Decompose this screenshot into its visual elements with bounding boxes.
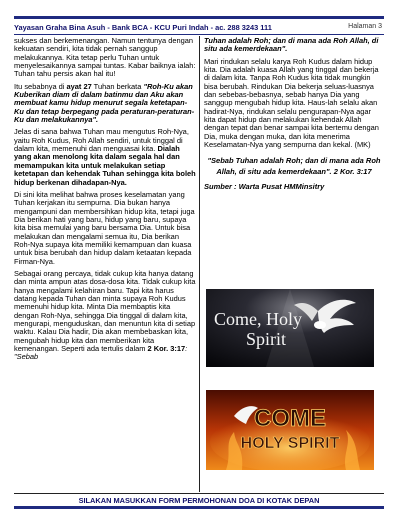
scripture-continuation: Tuhan adalah Roh; dan di mana ada Roh Allah, di situ ada kemerdekaan". [204,36,379,54]
header-top-rule [14,16,384,19]
image-caption: HOLY SPIRIT [240,435,340,452]
right-column [204,37,384,192]
footer-rule [14,493,384,494]
paragraph: Itu sebabnya di ayat 27 Tuhan berkata "Roh-Ku akan Kuberikan diam di dalam batinmu dan Aku akan membuat kamu hidup menurut segala ketetapan-Ku dan tetap berpegang pada peraturan-peraturan-Ku dan melakukannya". [14,81,195,125]
bible-reference: ayat 27 [66,81,92,91]
footer-bar [14,506,384,509]
column-divider [199,36,200,492]
source-credit: Sumber : Warta Pusat HMMinsitry [204,182,325,192]
scripture-quote: "Roh-Ku akan Kuberikan diam di dalam batinmu dan Aku akan membuat kamu hidup menurut segala ketetapan-Ku dan tetap berpegang pada peraturan-peraturan-Ku dan melakukannya". [14,81,195,125]
page-header [14,21,384,33]
image-caption: COME [254,405,326,432]
page-number: Halaman 3 [348,23,382,30]
paragraph: Di sini kita melihat bahwa proses keselamatan yang Tuhan kerjakan itu sempurna. Dia bukan hanya mengampuni dan membersihkan hidup kita, tetapi juga Dia berikan hati yang baru, hidup yang baru, supaya kita bisa memulai yang baru bersama Dia. Untuk bisa melakukan dan mengalami semua itu, Dia berikan Roh-Nya supaya kita memiliki kemampuan dan kuasa untuk bisa berubah dan hidup dalam ketaatan kepada Firman-Nya. [14,189,195,266]
dove-illustration [206,289,374,367]
header-organization: Yayasan Graha Bina Asuh - Bank BCA - KCU Puri Indah - ac. 288 3243 111 [14,23,272,32]
paragraph: Jelas di sana bahwa Tuhan mau mengutus Roh-Nya, yaitu Roh Kudus, Roh Allah sendiri, untuk tinggal di dalam kita, memenuhi dan menguasai kita. Dialah yang akan menolong kita dalam segala hal dan memampukan kita untuk melakukan setiap ketetapan dan kehendak Tuhan sehingga kita boleh hidup berkenan dihadapan-Nya. [14,127,196,187]
emphasis-text: Dialah yang akan menolong kita dalam segala hal dan memampukan kita untuk melakukan setiap ketetapan dan kehendak Tuhan sehingga kita boleh hidup berkenan dihadapan-Nya. [14,144,196,187]
bible-reference: 2 Kor. 3:17 [147,344,186,354]
header-bottom-rule [14,34,384,35]
come-holy-spirit-dove-image [206,289,374,367]
image-caption: Spirit [246,329,287,349]
fire-dove-illustration [206,390,374,470]
paragraph: Sebagai orang percaya, tidak cukup kita hanya datang dan minta ampun atas dosa-dosa kita. Tidak cukup kita hanya mengalami kelahiran baru. Tapi kita harus datang kepada Tuhan dan minta supaya Roh Kudus memenuhi hidup kita. Minta Dia membaptis kita dengan Roh-Nya, sehingga Dia tinggal di dalam kita, mengurapi, menguduskan, dan menuntun kita di setiap waktu. Kalau Dia hadir, Dia akan membebaskan kita, mengubah hidup kita dan memberikan kita kemenangan. Seperti ada tertulis dalam 2 Kor. 3:17: "Sebab [14,268,196,362]
image-caption: Come, Holy [214,309,302,329]
paragraph: sukses dan berkemenangan. Namun tentunya dengan kekuatan sendiri, kita tidak pernah sanggup melakukannya. Kita tetap perlu Tuhan untuk menyelesaikannya sampai tuntas. Kabar baiknya ialah: Tuhan tahu persis akan hal itu! [14,36,196,79]
featured-verse: "Sebab Tuhan adalah Roh; dan di mana ada Roh Allah, di situ ada kemerdekaan". 2 Kor. 3:17 [207,156,381,177]
come-holy-spirit-fire-image [206,390,374,470]
left-column [14,37,197,366]
footer-notice: SILAKAN MASUKKAN FORM PERMOHONAN DOA DI KOTAK DEPAN [78,496,320,505]
paragraph: Mari rindukan selalu karya Roh Kudus dalam hidup kita. Dia adalah kuasa Allah yang tinggal dan bekerja di dalam kita. Tanpa Roh Kudus kita tidak mungkin bisa berubah. Rindukan Dia bekerja seluas-luasnya dan sebebas-bebasnya, sebab hanya Dia yang sanggup mengubah hidup kita. Haus-lah selalu akan hadirat-Nya, rindukan selalu pengurapan-Nya agar kita dapat hidup dan melakukan kehendak Allah dengan tepat dan benar sampai kita bertemu dengan Dia, muka dengan muka, dan kita menerima Keselamatan-Nya yang sempurna dan kekal. (MK) [204,56,379,150]
